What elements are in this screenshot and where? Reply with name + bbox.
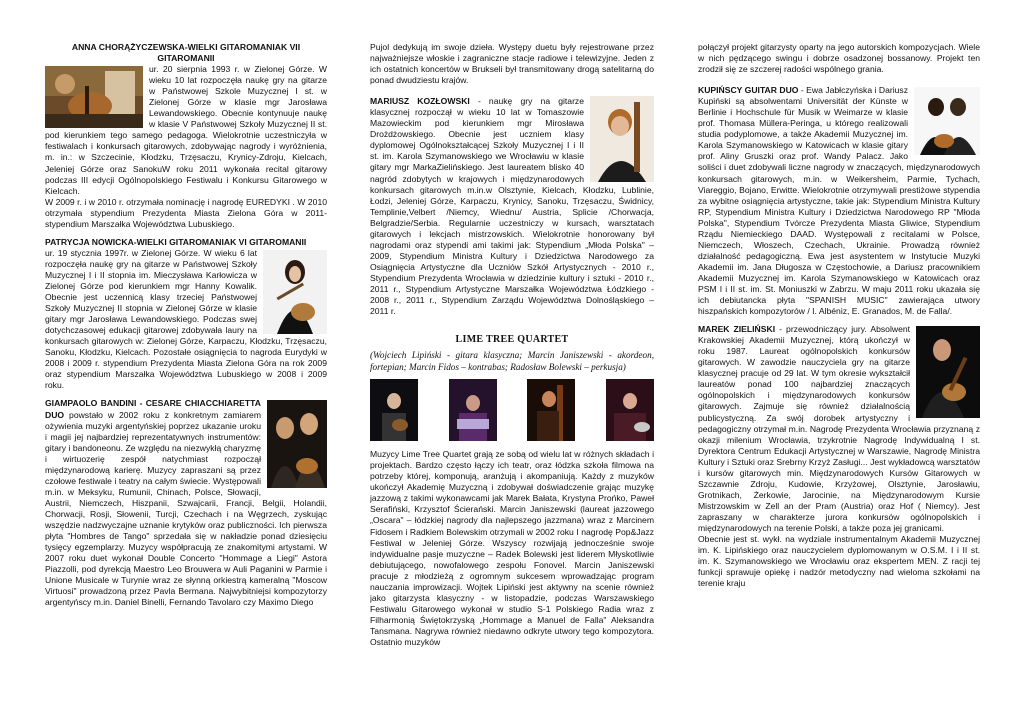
photo-patrycja bbox=[263, 250, 327, 334]
article-anna bbox=[45, 42, 327, 230]
article-title: KUPIŃSCY GUITAR DUO bbox=[698, 85, 799, 96]
photo-zielinski bbox=[916, 326, 980, 418]
photo-lime-2 bbox=[449, 379, 497, 441]
intro-text bbox=[698, 42, 980, 75]
article-text: - Ewa Jabłczyńska i Dariusz Kupiński są absolwentami Universität der Künste w Berlinie i Hochschule für Musik w Weimarze w klasie prof. Thomasa Müllera-Peringa, u którego realizowali studia podyplomowe, a także Akademii Muzycznej im. Karola Szymanowskiego w Katowicach w klasie gitary prof. Aliny Gruszki oraz prof. Wandy Palacz. Jako soliści i duet zdobywali liczne nagrody w znaczących, międzynarodowych konkursach gitarowych, m.in. w Weikersheim, Parmie, Tychach, Viareggio, Bojano, Erwitte. Wielokrotnie otrzymywali prestiżowe stypendia za wybitne osiągnięcia artystyczne, takie jak: Stypendium Ministra Kultury RP, Stypendium Ministra Kultury i Dziedzictwa Narodowego RP "Młoda Polska", Stypendium Tvórcze Prezydenta Miasta Gliwice, Stypendium Rządu Niemieckiego DAAD. Występowali z recitalami w Polsce, Niemczech, Włoszech, Czechach, Ukrainie. Prowadzą również działalność pedagogiczną. Ewa jest asystentem w Instytucie Muzyki Akademii im. Jana Długosza w Częstochowie, a Dariusz pracownikiem Akademii Muzycznej im. Karola Szymanowskiego w Katowicach oraz PSM I i II st. im. St. Moniuszki w Zabrzu. W maju 2011 roku ukazała się ich debiutancka płyta "SPANISH MUSIC" zawierająca utwory hiszpańskich kompozytorów / I. Albéniz, E. Granados, M. de Falla/. bbox=[698, 85, 980, 317]
photo-lime-4 bbox=[606, 379, 654, 441]
article-text: - naukę gry na gitarze klasycznej rozpoczął w wieku 10 lat w Tomaszowie Mazowieckim pod kierunkiem mgr Mirosława Drożdżowskiego. Obecnie jest uczniem klasy dyplomowej Ogólnokształcącej Szkoły Muzycznej I i II st. im. Karola Szymanowskiego we Wrocławiu w klasie gitary mgr MarkaZielińskiego. Jest laureatem blisko 40 nagród zdobytych w krajowych i międzynarodowych konkursach gitarowych m.in.w Olsztynie, Kielcach, Kłodzku, Lublinie, Łodzi, Jeleniej Górze, Karpaczu, Krynicy, Sanoku, Trzęsaczu, Świdnicy, Templinie,Velbert /Niemcy, Wiednu/ Austria, Splicie /Chorwacja, Belgradzie/Serbia. Regularnie uczestniczy w kursach, warsztatach gitarowych i lekcjach mistrzowskich. Wielokrotnie honorowany był nagrodami oraz stypendi ami takimi jak: Stypendium „Młoda Polska" – 2009, Stypendium Ministra Kultury i Dziedzictwa Narodowego za Osiągnięcia Artystyczne dla Uczniów Szkół Artystycznych - 2010 r., Stypendium Prezydenta Wrocławia w dziedzinie kultury i sztuki - 2010 r., 2011 r., Stypendium Artystyczne Marszałka Województwa Łódzkiego - 2008 r., 2011 r., Stypendium Zarządu Województwa Dolnośląskiego – 2011 r. bbox=[370, 96, 654, 317]
article-zielinski bbox=[698, 324, 980, 589]
article-text: - przewodniczący jury. Absolwent Krakowskiej Akademii Muzycznej, którą ukończył w roku 1987. Laureat ogólnopolskich konkursów gitarowych. W zawodzie nauczyciela gry na gitarze klasycznej pracuje od 29 lat. W tym okresie wykształcił laureatów ponad 100 najbardziej znaczących ogólnopolskich i międzynarodowych konkursów gitarowych. Zajmuje się również działalnością publicystyczną. Za swój dorobek artystyczny i pedagogiczny otrzymał m.in. Nagrodę Prezydenta Wrocławia przyznaną z okazji milenium Wrocławia, trzykrotnie Nagrodę Indywidualną I st. Dyrektora Centrum Edukacji Artystycznej w Warszawie, Nagrodę Ministra Kultury i Sztuki oraz Srebrny Krzyż Zasługi... Jest wykładowcą warsztatów i kursów gitarowych min. Międzynarodowych Kursów Gitarowych w Szczawnie Zdroju, Kudowie, Krzyżowej, Olsztynie, Jarosławiu, Grotnikach, Żerkowie, Jarocinie, na Międzynarodowym Kursie Mistrzowskim w Zell an der Pram (Austria) oraz Hof ( Niemcy). Jest zapraszany w charakterze jurora konkursów ogólnopolskich i międzynarodowych na terenie Polski, a także poza jej granicami. bbox=[698, 324, 980, 533]
article-title: PATRYCJA NOWICKA-WIELKI GITAROMANIAK VI GITAROMANII bbox=[45, 236, 307, 247]
article-bandini-duo bbox=[45, 398, 327, 608]
column-middle bbox=[370, 42, 654, 655]
article-title: GIAMPAOLO BANDINI - CESARE CHIACCHIARETTA DUO bbox=[45, 398, 261, 420]
article-text: Muzycy Lime Tree Quartet grają ze sobą od wielu lat w różnych składach i projektach. Bardzo często łączy ich teatr, oraz łódzka szkoła filmowa na potrzeby której, komponują, aranżują i akompaniują. Każdy z muzyków ukończył Akademię Muzyczną i zdobywał doświadczenie grając muzykę jazzową z takimi wykonawcami jak Marek Bałata, Krystyna Prońko, Paweł Serafiński, Krzysztof Ścierański. Marcin Janiszewski (laureat jazzowego „Oscara" – łódzkiej nagrody dla najlepszego jazzmana) wraz z Marcinem Fidosem i Radkiem Bolewskim otrzymali w 2002 roku I nagrodę Pop&Jazz Festiwal w Jeleniej Górze. Wszyscy rozwijają jednocześnie swoje indywidualne pasje muzyczne – Radek Bolewski jest liderem Młyskotliwie debiutującego, nowofalowego zespołu Fonovel. Marcin Janiszewski pracuje z młodzieżą z ogromnym sukcesem wprowadzając program nauczania improwizacji. Wojtek Lipiński jest aktywny na scenie również jako gitarzysta klasyczny - w listopadzie, podczas Warszawskiego Festiwalu Gitarowego wykonał w studio S-1 Polskiego Radia wraz z Filharmonią Świętokrzyską „Hommage a Manuel de Falla" Aleksandra Tansmana. Nagrywa również niedawno odkryte utwory tego kompozytora. Ostatnio muzyków bbox=[370, 449, 654, 647]
photo-anna bbox=[45, 66, 143, 128]
intro-text: Pujol dedykują im swoje dzieła. Występy duetu były rejestrowane przez najważniejsze włoskie i zagraniczne stacje radiowe i telewizyjne. Jeden z ich ostatnich koncertów w Brukseli był transmitowany drogą satelitarną do ponad dwudziestu krajów. bbox=[370, 42, 654, 86]
article-text: ur. 19 stycznia 1997r. w Zielonej Górze. W wieku 6 lat rozpoczęła naukę gry na gitarze w Państwowej Szkoły Muzycznej I i II stopnia im. Mieczysława Karłowicza w Zielonej Górze pod kierunkiem mgr Hanny Kowalik. Obecnie jest uczennicą klasy trzeciej Państwowej Szkoły Muzycznej II stopnia w Zielonej Górze w klasie gitary mgr Jarosława Lewandowskiego. Podczas swej dotychczasowej edukacji gitarowej zdobywała laury na konkursach gitarowych w: Zielonej Górze, Karpaczu, Kłodzku, Trzęsaczu, Sanoku, Kłodzku, Kielcach. Pozostałe osiągnięcia to nagroda Eurydyki w 2008 i 2009 r. stypendium Prezydenta Miasta Zielona Góra na rok 2009 oraz stypendium Marszałka Województwa Lubuskiego w 2008 i 2009 roku. bbox=[45, 247, 327, 391]
article-kozlowski bbox=[370, 96, 654, 317]
photo-kupinscy bbox=[914, 87, 980, 155]
article-title: LIME TREE QUARTET bbox=[455, 334, 569, 346]
photo-lime-3 bbox=[527, 379, 575, 441]
article-title: ANNA CHORĄŻYCZEWSKA-WIELKI GITAROMANIAK VII GITAROMANII bbox=[71, 42, 301, 64]
article-title: MARIUSZ KOZŁOWSKI bbox=[370, 96, 470, 107]
article-kupinscy bbox=[698, 85, 980, 317]
band-members: (Wojciech Lipiński - gitara klasyczna; Marcin Janiszewski - akordeon, fortepian; Marcin Fidos – kontrabas; Radosław Bolewski – perkusja) bbox=[370, 350, 654, 373]
photo-strip bbox=[370, 379, 654, 441]
article-title: MAREK ZIELIŃSKI bbox=[698, 324, 776, 335]
photo-bandini-duo bbox=[267, 400, 327, 488]
article-lime-tree bbox=[370, 324, 654, 648]
intro-text: połączył projekt gitarzysty oparty na jego autorskich kompozycjach. Wiele w nich pędzącego swingu i dobrze osadzonej bossanowy. Projekt ten zrodził się ze szczerej radości wspólnego grania. bbox=[698, 42, 980, 75]
column-left bbox=[45, 42, 327, 615]
photo-kozlowski bbox=[590, 96, 654, 182]
article-patrycja bbox=[45, 237, 327, 392]
article-text: ur. 20 sierpnia 1993 r. w Zielonej Górze. W wieku 10 lat rozpoczęła naukę gry na gitarze w Państwowej Szkole Muzycznej I st. w Zielonej Górze w klasie mgr Jarosława Lewandowskiego. Obecnie kontynuuje naukę w klasie V Państwowej Szkoły Muzycznej II st. pod kierunkiem tego samego pedagoga. Wielokrotnie uczestniczyła w festiwalach i konkursach gitarowych, zdobywając nagrody i wyróżnienia, m. in.: w Szczecinie, Kłodzku, Trzęsaczu, Krynicy-Zdroju, Kielcach, Jeleniej Górze oraz SanokuW roku 2011 wykonała recital gitarowy podczas III edycji Ogólnopolskiego Festiwalu i Konkursu Gitarowego w Kielcach. bbox=[45, 64, 327, 196]
article-text: powstało w 2002 roku z konkretnym zamiarem ożywienia muzyki argentyńskiej poprzez ukazanie uroku i magii jej najbardziej reprezentatywnych instrumentów: gitary i bandoneonu. Ze względu na niezwykłą charyzmę i wirtuozerię zespół natychmiast rozpoczął międzynarodową karierę. Muzycy zapraszani są przez czołowe festiwale i teatry na całym świecie. Występowali m.in. w Meksyku, Rumunii, Chinach, Polsce, Słowacji, Austrii, Niemczech, Hiszpanii, Szwajcarii, Francji, Belgii, Holandii, Chorwacji, Rosji, Słowenii, Turcji, Czechach i na Węgrzech, zyskując wszędzie nadzwyczajne uznanie krytyków oraz publiczności. Ich pierwsza płyta "Hombres de Tango" sprzedała się w nakładzie ponad dziesięciu tysięcy egzemplarzy. Muzycy współpracują ze znakomitymi artystami. W 2007 roku duet wykonał Double Concerto "Hommage a Liegi" Astora Piazzolli, pod dyrekcją Maestro Leo Brouwera w Auli Paganini w Parmie i Unione Musicale w Turynie wraz ze słynną orkiestrą kameralną "Moscow Virtuosi" prowadzoną przez Pavla Bermana. Najwybitniejsi kompozytorzy argentyńscy m.in. Daniel Binelli, Fernando Tavolaro czy Maximo Diego bbox=[45, 409, 327, 608]
column-right bbox=[698, 42, 980, 596]
article-text-2: W 2009 r. i w 2010 r. otrzymała nominację i nagrodę EUREDYKI . W 2010 otrzymała stypendium Prezydenta Miasta Zielona Góra w 2011-stypendium Marszałka Województwa Lubuskiego. bbox=[45, 196, 327, 229]
article-text-2: Obecnie jest st. wykł. na wydziale instrumentalnym Akademii Muzycznej im. K. Lipińskiego oraz nauczycielem dyplomowanym w O.S.M. I i II st. im. K. Szymanowskiego we Wrocławiu oraz ekspertem MEN. Z racji tej funkcji sprawuje opiekę i nadzór metodyczny nad wieloma szkołami na terenie kraju bbox=[698, 534, 980, 589]
photo-lime-1 bbox=[370, 379, 418, 441]
intro-text bbox=[370, 42, 654, 86]
